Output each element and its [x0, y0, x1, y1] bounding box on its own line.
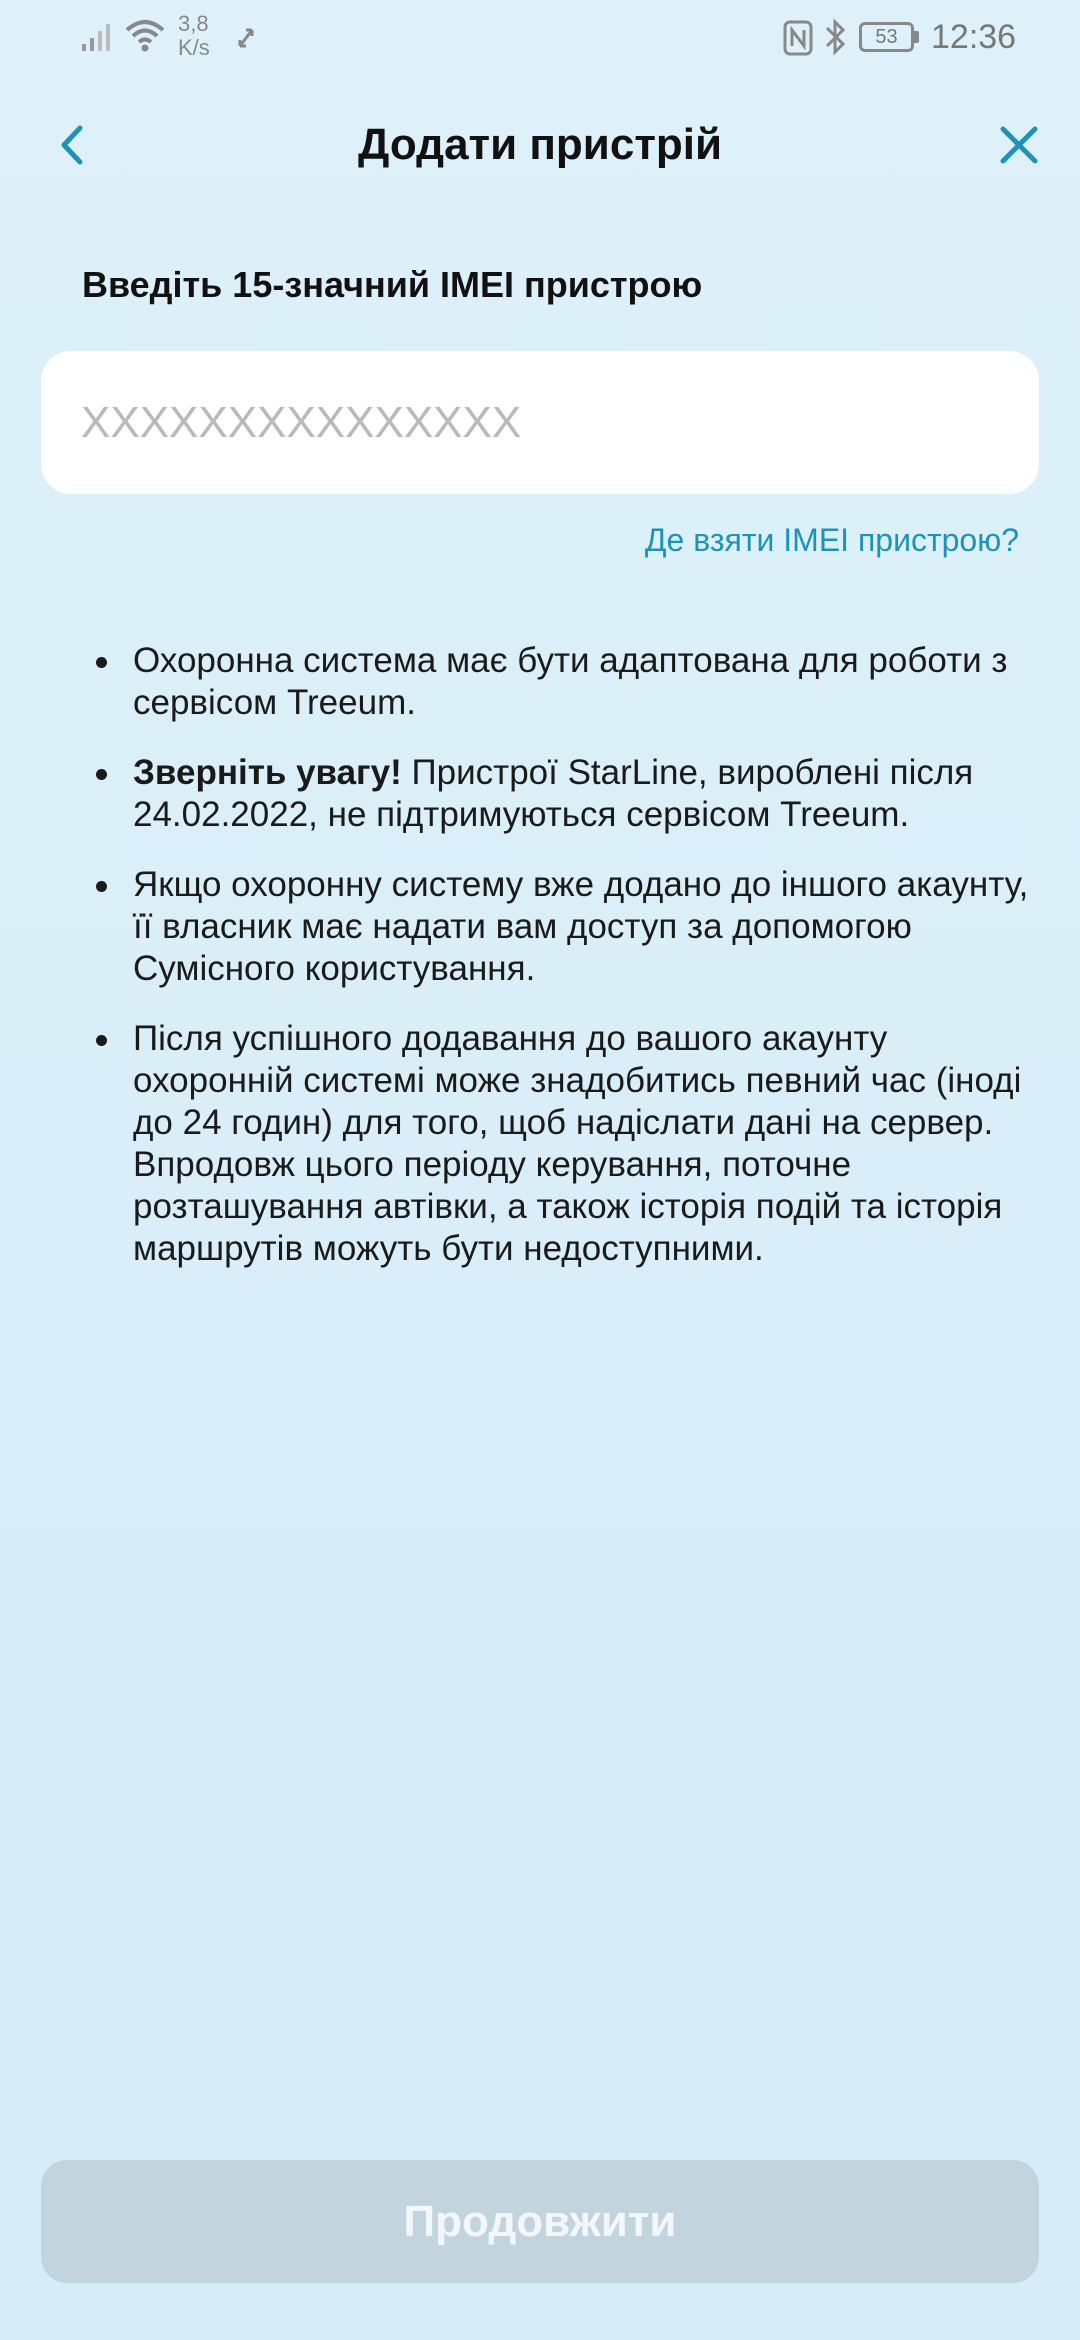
wifi-icon	[124, 18, 166, 54]
close-icon	[996, 120, 1042, 170]
note-text: Охоронна система має бути адаптована для роботи з сервісом Treeum.	[133, 641, 1008, 722]
signal-icon	[80, 20, 116, 52]
list-item	[133, 752, 1033, 836]
bullet-icon	[96, 881, 107, 892]
bullet-icon	[96, 657, 107, 668]
network-speed	[178, 12, 210, 60]
data-transfer-icon	[234, 24, 258, 52]
battery-tip	[914, 31, 919, 43]
page-title: Додати пристрій	[357, 120, 723, 169]
network-speed-value: 3,8	[178, 11, 209, 36]
status-bar	[0, 0, 1080, 76]
bluetooth-icon	[823, 18, 847, 56]
note-text: Пристрої StarLine, вироблені після 24.02.2022, не підтримуються сервісом Treeum.	[133, 753, 974, 834]
note-text: Якщо охоронну систему вже додано до іншого акаунту, її власник має надати вам доступ за допомогою Сумісного користування.	[133, 865, 1029, 988]
bullet-icon	[96, 769, 107, 780]
network-speed-unit: K/s	[178, 35, 210, 60]
nfc-icon	[783, 20, 813, 56]
note-bold-prefix: Зверніть увагу!	[133, 753, 402, 792]
list-item	[133, 864, 1033, 990]
note-text: Після успішного додавання до вашого акаунту охоронній системі може знадобитись певний час (іноді до 24 годин) для того, щоб надіслати дані на сервер. Впродовж цього періоду керування, поточне розташування автівки, а також історія подій та історія маршрутів можуть бути недоступними.	[133, 1019, 1022, 1268]
close-button[interactable]	[996, 120, 1042, 170]
imei-help-link[interactable]: Де взяти IMEI пристрою?	[644, 522, 1019, 558]
imei-prompt: Введіть 15-значний IMEI пристрою	[82, 264, 703, 305]
clock: 12:36	[931, 18, 1017, 56]
bullet-icon	[96, 1035, 107, 1046]
continue-button[interactable]: Продовжити	[41, 2160, 1039, 2283]
imei-input[interactable]	[41, 351, 1039, 494]
info-notes-list	[133, 640, 1033, 1298]
list-item	[133, 1018, 1033, 1270]
battery-indicator: 53	[859, 22, 914, 52]
list-item	[133, 640, 1033, 724]
